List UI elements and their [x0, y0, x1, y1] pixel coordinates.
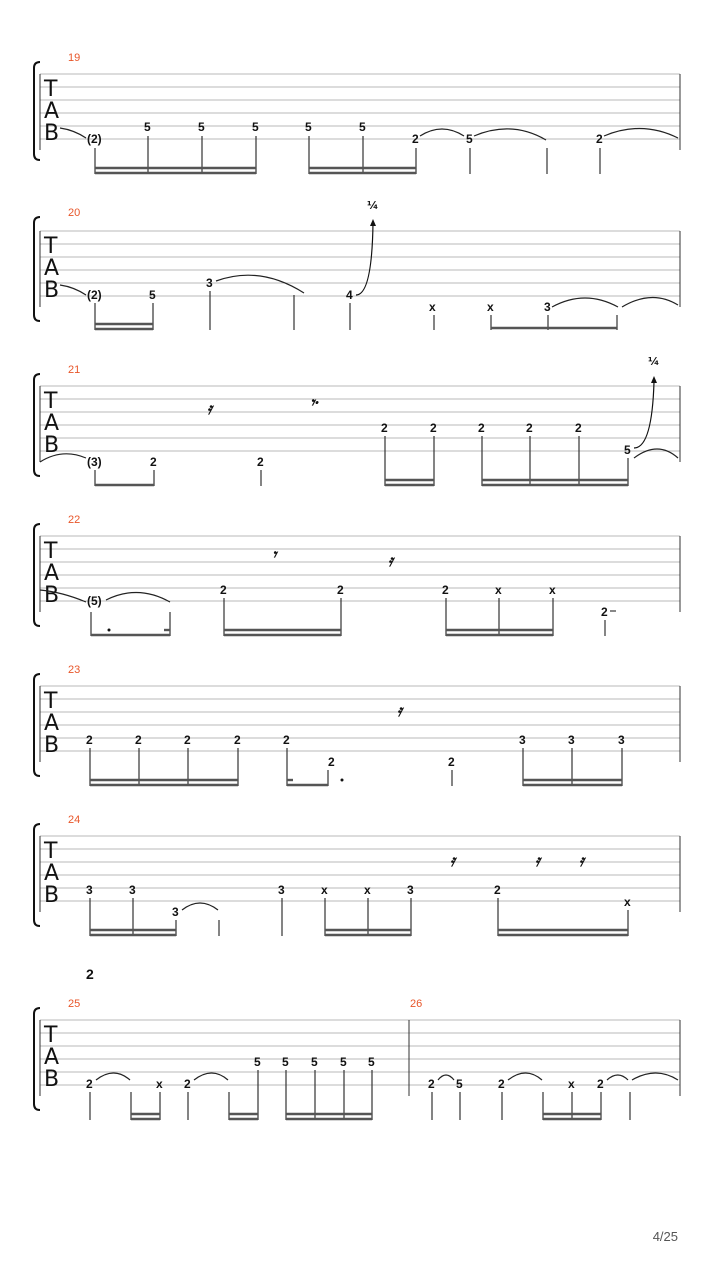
fret-note: x [321, 883, 328, 897]
fret-note: 2 [257, 455, 264, 469]
tab-clef-b: B [44, 278, 60, 303]
stems-beams [432, 1092, 630, 1120]
stems-beams [90, 898, 628, 936]
stems-beams [95, 136, 600, 174]
fret-note: x [487, 300, 494, 314]
fret-note: 5 [624, 443, 631, 457]
tab-clef-b: B [44, 433, 60, 458]
fret-note: 5 [252, 120, 259, 134]
fret-note: 2 [150, 455, 157, 469]
staff-lines [40, 536, 680, 612]
fret-note: 3 [86, 883, 93, 897]
fret-note: x [495, 583, 502, 597]
system-measure-25-26 [0, 996, 720, 1126]
fret-note: 3 [519, 733, 526, 747]
bend-label: ¼ [367, 199, 379, 212]
staff-lines [40, 686, 680, 762]
tab-clef-t: T [44, 539, 58, 564]
fret-note: 2 [430, 421, 437, 435]
fret-note: 5 [340, 1055, 347, 1069]
fret-note: 2 [234, 733, 241, 747]
fret-note: 3 [407, 883, 414, 897]
staff-lines [40, 231, 680, 307]
measure-number: 19 [68, 52, 81, 64]
tab-clef-t: T [44, 1023, 58, 1048]
fret-note: 5 [359, 120, 366, 134]
rest-symbol: 𝄿 [450, 851, 455, 870]
fret-note: 2 [184, 1077, 191, 1091]
stems-beams [91, 598, 605, 636]
stems-beams [95, 436, 628, 486]
fret-note: (2) [87, 132, 102, 146]
fret-note: 3 [206, 276, 213, 290]
rest-symbol: 𝄾 [272, 545, 277, 564]
fret-note: 3 [172, 905, 179, 919]
system-measure-21 [0, 355, 720, 492]
system-measure-24 [0, 812, 720, 942]
tab-clef-a: A [44, 711, 60, 736]
rest-symbol: 𝄾· [310, 393, 320, 412]
fret-note: (5) [87, 594, 102, 608]
fret-note: 2 [135, 733, 142, 747]
system-measure-22 [0, 512, 720, 642]
measure-number: 24 [68, 814, 81, 826]
rest-symbol: 𝄿 [207, 399, 212, 418]
tab-staff [0, 199, 720, 340]
fret-note: 3 [618, 733, 625, 747]
system-measure-20 [0, 199, 720, 335]
fret-note: x [568, 1077, 575, 1091]
tab-clef-a: A [44, 561, 60, 586]
fret-note: 2 [596, 132, 603, 146]
fret-note: x [156, 1077, 163, 1091]
tab-clef-a: A [44, 411, 60, 436]
tab-staff [0, 662, 720, 792]
fret-note: 2 [448, 755, 455, 769]
rest-symbol: 𝄿 [397, 701, 402, 720]
fret-note: 2 [601, 605, 608, 619]
measure-number: 20 [68, 207, 81, 219]
fret-note: 3 [129, 883, 136, 897]
fret-note: 2 [381, 421, 388, 435]
fret-note: 5 [311, 1055, 318, 1069]
tab-clef-b: B [44, 121, 60, 146]
stems-beams [95, 291, 617, 330]
fret-note: x [549, 583, 556, 597]
fret-note: 2 [184, 733, 191, 747]
staff-lines [40, 386, 680, 462]
fret-note: 2 [337, 583, 344, 597]
system-measure-23 [0, 662, 720, 792]
fret-note: x [624, 895, 631, 909]
fret-note: 2 [575, 421, 582, 435]
tab-clef-a: A [44, 1045, 60, 1070]
fret-note: 5 [282, 1055, 289, 1069]
fret-note: 5 [254, 1055, 261, 1069]
fret-note: 2 [526, 421, 533, 435]
fret-note: 5 [456, 1077, 463, 1091]
staff-lines [40, 74, 680, 150]
bend-label: ¼ [648, 355, 660, 368]
bend-arrow [356, 223, 373, 295]
stems-beams [90, 748, 622, 786]
fret-note: 5 [368, 1055, 375, 1069]
fret-note: x [429, 300, 436, 314]
tab-staff [0, 355, 720, 492]
fret-note: x [364, 883, 371, 897]
tab-clef-a: A [44, 99, 60, 124]
rest-symbol: 𝄿 [579, 851, 584, 870]
fret-note: 2 [442, 583, 449, 597]
stems-beams [90, 1070, 372, 1120]
tab-clef-b: B [44, 883, 60, 908]
measure-number: 25 [68, 998, 81, 1010]
fret-note: 2 [283, 733, 290, 747]
system-measure-19 [0, 50, 720, 170]
fret-note: 2 [220, 583, 227, 597]
section-marker: 2 [86, 966, 94, 982]
fret-note: 2 [86, 1077, 93, 1091]
tab-clef-t: T [44, 689, 58, 714]
tab-staff [0, 996, 720, 1126]
tab-clef-t: T [44, 234, 58, 259]
measure-number: 26 [410, 998, 423, 1010]
fret-note: 2 [86, 733, 93, 747]
staff-lines [40, 1020, 680, 1096]
tab-clef-t: T [44, 389, 58, 414]
fret-note: 5 [149, 288, 156, 302]
fret-note: 2 [597, 1077, 604, 1091]
fret-note: 5 [144, 120, 151, 134]
fret-note: 2 [328, 755, 335, 769]
fret-note: 5 [198, 120, 205, 134]
tab-clef-b: B [44, 1067, 60, 1092]
tab-clef-a: A [44, 861, 60, 886]
fret-note: 3 [278, 883, 285, 897]
fret-note: 2 [412, 132, 419, 146]
fret-note: 3 [568, 733, 575, 747]
fret-note: 4 [346, 288, 353, 302]
tab-clef-t: T [44, 77, 58, 102]
tab-staff [0, 512, 720, 642]
tab-staff [0, 812, 720, 942]
tab-clef-a: A [44, 256, 60, 281]
fret-note: 5 [466, 132, 473, 146]
tab-staff [0, 50, 720, 180]
fret-note: (3) [87, 455, 102, 469]
measure-number: 22 [68, 514, 81, 526]
measure-number: 21 [68, 364, 81, 376]
fret-note: 2 [428, 1077, 435, 1091]
fret-note: 2 [498, 1077, 505, 1091]
page-indicator: 4/25 [652, 1229, 678, 1244]
tab-clef-t: T [44, 839, 58, 864]
tab-clef-b: B [44, 733, 60, 758]
measure-number: 23 [68, 664, 81, 676]
staff-lines [40, 836, 680, 912]
fret-note: (2) [87, 288, 102, 302]
fret-note: 2 [478, 421, 485, 435]
rest-symbol: 𝄿 [535, 851, 540, 870]
tab-clef-b: B [44, 583, 60, 608]
rest-symbol: 𝄿 [388, 551, 393, 570]
fret-note: 2 [494, 883, 501, 897]
fret-note: 3 [544, 300, 551, 314]
fret-note: 5 [305, 120, 312, 134]
